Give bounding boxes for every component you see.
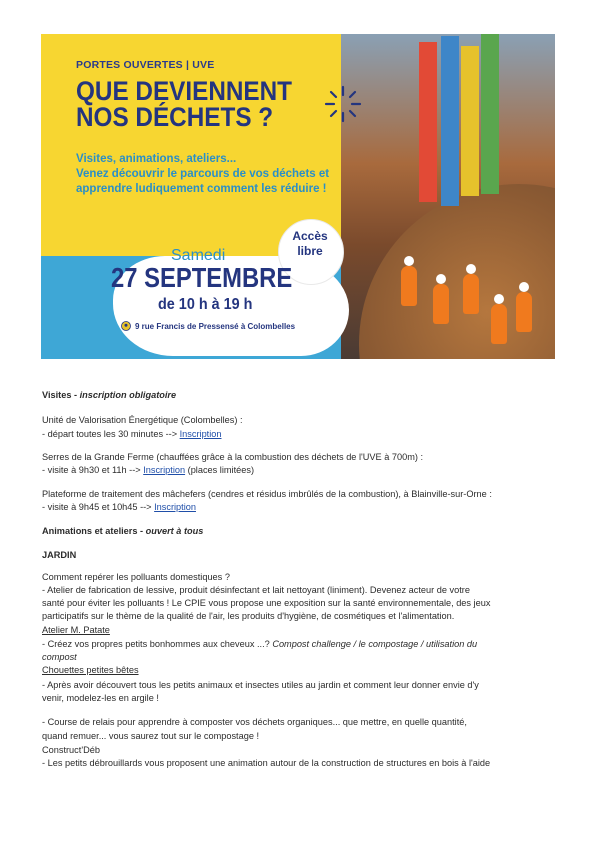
polluants-line: - Atelier de fabrication de lessive, produit désinfectant et lait nettoyant (liniment). Devenez acteur de votre — [42, 585, 470, 595]
serres-detail — [42, 464, 254, 477]
address-text: 9 rue Francis de Pressensé à Colombelles — [135, 321, 296, 331]
betes-line: venir, modelez-les en argile ! — [42, 693, 159, 703]
betes-line: - Après avoir découvert tous les petits animaux et insectes utiles au jardin et comment leur donner envie d'y — [42, 680, 479, 690]
event-date: 27 SEPTEMBRE — [111, 262, 293, 293]
tagline-line: apprendre ludiquement comment les réduire ! — [76, 183, 327, 195]
betes-title: Chouettes petites bêtes — [42, 665, 139, 675]
relais-line: - Course de relais pour apprendre à composter vos déchets organiques... que mettre, en quelle quantité, — [42, 717, 467, 727]
poster-title — [76, 78, 292, 130]
visitor-figure — [491, 304, 507, 344]
plateforme-detail — [42, 501, 196, 514]
event-poster — [41, 34, 555, 359]
location-pin-icon — [121, 321, 131, 331]
plateforme-inscription-link[interactable]: Inscription — [154, 502, 196, 512]
free-access-label — [284, 229, 336, 259]
visitor-figure — [433, 284, 449, 324]
badge-line: libre — [297, 244, 323, 258]
serres-inscription-link[interactable]: Inscription — [143, 465, 186, 475]
poster-tagline — [76, 152, 329, 197]
visitor-figure — [401, 266, 417, 306]
potato-line: compost — [42, 652, 77, 662]
serres-title: Serres de la Grande Ferme (chauffées grâce à la combustion des déchets de l'UVE à 700m) : — [42, 452, 424, 462]
climbing-wall-red — [419, 42, 437, 202]
event-address — [121, 321, 295, 331]
detail-text: - visite à 9h45 et 10h45 --> — [42, 502, 155, 512]
poster-kicker: PORTES OUVERTES | UVE — [76, 59, 215, 71]
uve-detail — [42, 428, 222, 441]
potato-line — [42, 638, 477, 651]
event-day: Samedi — [171, 247, 226, 264]
polluants-line: participatifs sur le thème de la qualité de l'air, les produits d'hygiène, de cosmétiques et l'alimentation. — [42, 611, 455, 621]
plateforme-title: Plateforme de traitement des mâchefers (cendres et résidus imbrûlés de la combustion), à Blainville-sur-Orne : — [42, 489, 492, 499]
construct-title: Construct'Déb — [42, 745, 100, 755]
visites-heading — [42, 389, 176, 402]
detail-text: - visite à 9h30 et 11h --> — [42, 465, 144, 475]
event-hours: de 10 h à 19 h — [158, 296, 253, 313]
jardin-heading: JARDIN — [42, 550, 77, 560]
sun-rays-icon — [323, 84, 363, 124]
potato-title: Atelier M. Patate — [42, 625, 110, 635]
visitor-figure — [516, 292, 532, 332]
relais-line: quand remuer... vous saurez tout sur le compostage ! — [42, 731, 260, 741]
potato-italic: Compost challenge / le compostage / utilisation du — [272, 639, 478, 649]
heading-text: Animations et ateliers - — [42, 526, 146, 536]
heading-text: Visites - — [42, 390, 80, 400]
animations-heading — [42, 525, 203, 538]
polluants-title: Comment repérer les polluants domestiques ? — [42, 572, 230, 582]
badge-line: Accès — [292, 229, 328, 243]
detail-note: (places limitées) — [185, 465, 255, 475]
construct-line: - Les petits débrouillards vous proposent une animation autour de la construction de structures en bois à l'aide — [42, 758, 491, 768]
tagline-line: Visites, animations, ateliers... — [76, 153, 237, 165]
heading-note: inscription obligatoire — [79, 390, 177, 400]
potato-text: - Créez vos propres petits bonhommes aux cheveux ...? — [42, 639, 273, 649]
poster-title-line: NOS DÉCHETS ? — [76, 102, 274, 132]
climbing-wall-blue — [441, 36, 459, 206]
climbing-wall-yellow — [461, 46, 479, 196]
uve-inscription-link[interactable]: Inscription — [179, 429, 222, 439]
detail-text: - départ toutes les 30 minutes --> — [42, 429, 180, 439]
tagline-line: Venez découvrir le parcours de vos déchets et — [76, 168, 330, 180]
heading-note: ouvert à tous — [145, 526, 204, 536]
visitor-figure — [463, 274, 479, 314]
uve-title: Unité de Valorisation Énergétique (Colombelles) : — [42, 415, 243, 425]
polluants-line: santé pour éviter les polluants ! Le CPIE vous propose une exposition sur la santé environnementale, des jeux — [42, 598, 491, 608]
poster-title-line: QUE DEVIENNENT — [76, 76, 293, 106]
climbing-wall-green — [481, 34, 499, 194]
